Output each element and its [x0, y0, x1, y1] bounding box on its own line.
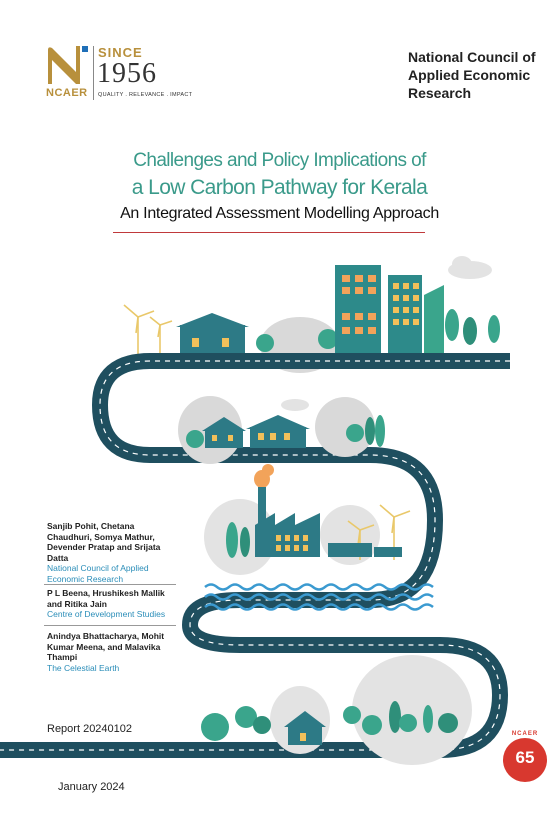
author-group-2 — [47, 588, 179, 620]
winding-road-illustration — [0, 255, 559, 775]
author-affiliation: The Celestial Earth — [47, 662, 120, 673]
report-title-line-1: Challenges and Policy Implications of — [133, 150, 426, 171]
since-label: SINCE — [98, 45, 143, 60]
logo-wordmark: NCAER — [46, 87, 88, 99]
author-names: Sanjib Pohit, Chetana Chaudhuri, Somya Mathur, Devender Pratap and Srijata Datta — [47, 521, 161, 563]
title-divider — [113, 232, 425, 233]
author-group-1 — [47, 521, 179, 584]
author-group-3 — [47, 631, 179, 673]
wind-turbine-icon — [124, 305, 172, 355]
author-names: Anindya Bhattacharya, Mohit Kumar Meena, and Malavika Thampi — [47, 631, 165, 662]
tree-icon — [256, 334, 274, 352]
publisher-name: National Council of Applied Economic Research — [408, 49, 536, 101]
badge-number: 65 — [515, 748, 535, 767]
ncaer-logo-icon — [46, 44, 90, 86]
author-divider — [44, 584, 176, 585]
logo-divider — [93, 46, 94, 100]
house-icon — [180, 325, 245, 355]
author-affiliation: Centre of Development Studies — [47, 609, 166, 619]
report-number: Report 20240102 — [47, 723, 133, 735]
author-affiliation: National Council of Applied Economic Research — [47, 563, 149, 584]
author-names: P L Beena, Hrushikesh Mallik and Ritika Jain — [47, 588, 165, 609]
logo-tagline: QUALITY . RELEVANCE . IMPACT — [98, 92, 193, 98]
badge-label: NCAER — [511, 731, 539, 737]
since-year: 1956 — [97, 58, 157, 89]
house-icon — [205, 430, 243, 448]
publication-date: January 2024 — [58, 781, 125, 793]
author-divider — [44, 625, 176, 626]
report-title-line-2: a Low Carbon Pathway for Kerala — [131, 176, 428, 199]
report-subtitle: An Integrated Assessment Modelling Approach — [120, 205, 439, 222]
